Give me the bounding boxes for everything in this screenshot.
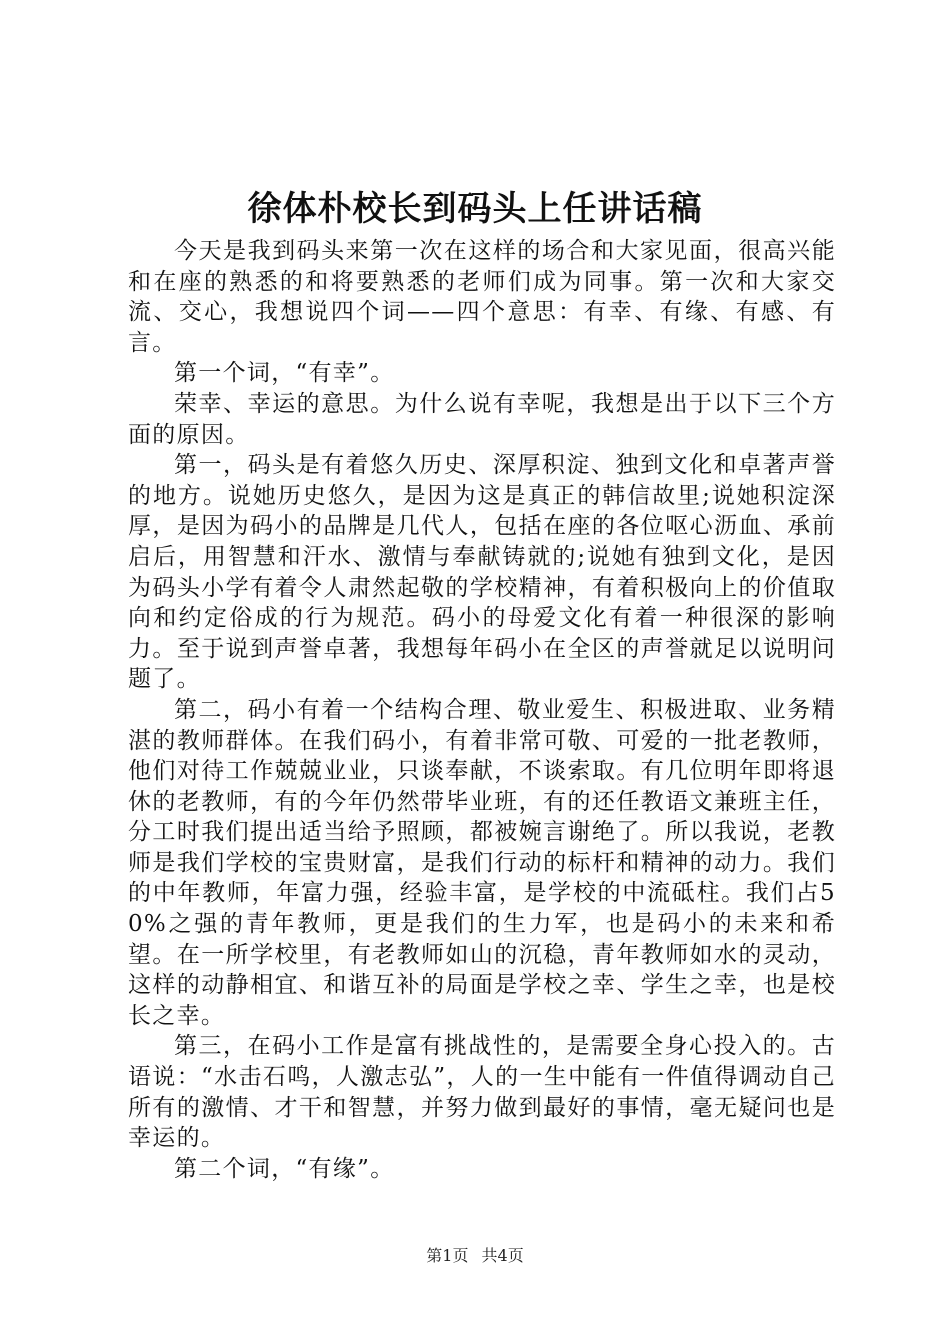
page-total: 共4页 [481, 1246, 524, 1265]
page-footer [0, 1245, 950, 1267]
paragraph: 荣幸、幸运的意思。为什么说有幸呢，我想是出于以下三个方面的原因。 [128, 390, 836, 448]
paragraph: 第三，在码小工作是富有挑战性的，是需要全身心投入的。古语说：“水击石鸣，人激志弘”，人的一生中能有一件值得调动自己所有的激情、才干和智慧，并努力做到最好的事情，毫无疑问也是幸运的。 [128, 1033, 836, 1152]
paragraph: 第一个词，“有幸”。 [174, 360, 395, 387]
page-number: 第1页 [426, 1246, 469, 1265]
paragraph: 第一，码头是有着悠久历史、深厚积淀、独到文化和卓著声誉的地方。说她历史悠久，是因为这是真正的韩信故里;说她积淀深厚，是因为码小的品牌是几代人，包括在座的各位呕心沥血、承前启后，用智慧和汗水、激情与奉献铸就的;说她有独到文化，是因为码头小学有着令人肃然起敬的学校精神，有着积极向上的价值取向和约定俗成的行为规范。码小的母爱文化有着一种很深的影响力。至于说到声誉卓著，我想每年码小在全区的声誉就足以说明问题了。 [128, 452, 836, 693]
paragraph: 第二个词，“有缘”。 [174, 1155, 395, 1182]
paragraph: 今天是我到码头来第一次在这样的场合和大家见面，很高兴能和在座的熟悉的和将要熟悉的老师们成为同事。第一次和大家交流、交心，我想说四个词——四个意思：有幸、有缘、有感、有言。 [128, 238, 836, 356]
paragraph: 第二，码小有着一个结构合理、敬业爱生、积极进取、业务精湛的教师群体。在我们码小，有着非常可敬、可爱的一批老教师，他们对待工作兢兢业业，只谈奉献，不谈索取。有几位明年即将退休的老教师，有的今年仍然带毕业班，有的还任教语文兼班主任，分工时我们提出适当给予照顾，都被婉言谢绝了。所以我说，老教师是我们学校的宝贵财富，是我们行动的标杆和精神的动力。我们的中年教师，年富力强，经验丰富，是学校的中流砥柱。我们占50%之强的青年教师，更是我们的生力军，也是码小的未来和希望。在一所学校里，有老教师如山的沉稳，青年教师如水的灵动，这样的动静相宜、和谐互补的局面是学校之幸、学生之幸，也是校长之幸。 [128, 696, 836, 1029]
document-title: 徐体朴校长到码头上任讲话稿 [247, 189, 703, 229]
document-body [128, 236, 836, 1184]
